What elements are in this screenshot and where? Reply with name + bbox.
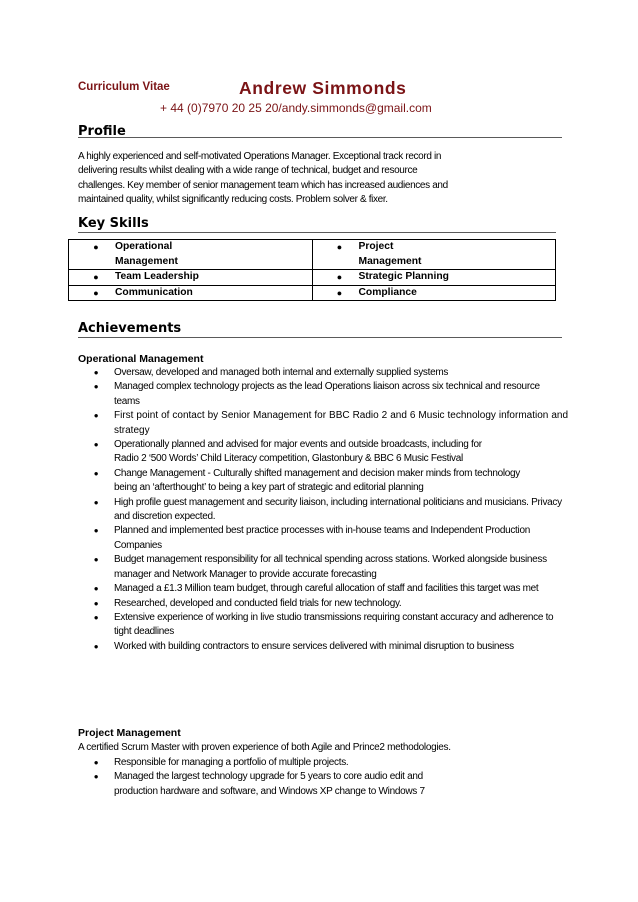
bullet-icon: ● <box>336 287 343 298</box>
list-item-text: Operationally planned and advised for major events and outside broadcasts, including for Radio 2 ‘500 Words’ Child Literacy competition, Glastonbury & BBC 6 Music Festival <box>114 439 482 465</box>
skill-cell <box>69 270 313 286</box>
bullet-icon: ● <box>93 440 99 450</box>
profile-line: maintained quality, whilst significantly reducing costs. Problem solver & fixer. <box>78 194 388 206</box>
skill-cell <box>69 285 313 301</box>
list-item <box>78 770 568 799</box>
bullet-icon: ● <box>93 772 99 782</box>
list-item-text: Planned and implemented best practice processes with in-house teams and Independent Production Companies <box>114 525 530 551</box>
list-item <box>78 611 568 640</box>
list-item <box>78 524 568 553</box>
list-item <box>78 380 568 409</box>
skill-label: Operational Management <box>115 241 178 267</box>
profile-line: A highly experienced and self-motivated Operations Manager. Exceptional track record in <box>78 151 442 162</box>
key-skills-rule <box>78 232 556 233</box>
list-item <box>78 438 568 467</box>
key-skills-table <box>68 239 556 301</box>
list-item-text: Managed a £1.3 Million team budget, through careful allocation of staff and facilities this target was met <box>114 583 539 595</box>
list-item <box>78 597 568 611</box>
bullet-icon: ● <box>93 411 99 421</box>
operational-management-list <box>78 366 568 654</box>
operational-management-heading: Operational Management <box>78 353 204 365</box>
bullet-icon: ● <box>93 526 99 536</box>
skill-label: Communication <box>115 286 193 298</box>
project-management-heading: Project Management <box>78 727 181 739</box>
list-item-text: High profile guest management and security liaison, including international politicians and musicians. Privacy and discretion expected. <box>114 496 562 523</box>
list-item <box>78 467 568 496</box>
cv-label: Curriculum Vitae <box>78 81 170 93</box>
bullet-icon: ● <box>93 468 99 478</box>
list-item-text: Managed complex technology projects as the lead Operations liaison across six technical and resource teams <box>114 381 540 407</box>
list-item <box>78 409 568 438</box>
profile-paragraph <box>78 150 568 208</box>
bullet-icon: ● <box>93 272 99 282</box>
skill-label: Team Leadership <box>115 271 199 282</box>
key-skills-heading: Key Skills <box>78 216 149 231</box>
list-item <box>78 366 568 380</box>
skills-row <box>69 240 556 270</box>
list-item-text: Managed the largest technology upgrade for 5 years to core audio edit and production hardware and software, and Windows XP change to Windows 7 <box>114 771 425 797</box>
bullet-icon: ● <box>93 382 99 392</box>
achievements-rule <box>78 337 562 338</box>
list-item-text: Change Management - Culturally shifted management and decision maker minds from technology being an ‘afterthought’ to being a key part of strategic and editorial planning <box>114 467 521 494</box>
list-item-text: Responsible for managing a portfolio of multiple projects. <box>114 757 349 768</box>
skills-row <box>69 285 556 301</box>
skill-cell <box>312 240 556 270</box>
profile-rule <box>78 137 562 138</box>
bullet-icon: ● <box>93 641 99 651</box>
list-item-text: Budget management responsibility for all technical spending across stations. Worked alongside business manager and Network Manager to provide accurate forecasting <box>114 554 547 580</box>
list-item-text: Oversaw, developed and managed both internal and externally supplied systems <box>114 367 449 378</box>
skill-label: Strategic Planning <box>358 271 449 282</box>
skills-row <box>69 270 556 286</box>
list-item <box>78 496 568 525</box>
bullet-icon: ● <box>93 584 99 594</box>
contact-details: + 44 (0)7970 20 25 20/andy.simmonds@gmail.com <box>160 101 432 115</box>
list-item-text: Researched, developed and conducted field trials for new technology. <box>114 597 402 609</box>
bullet-icon: ● <box>93 497 99 507</box>
list-item <box>78 582 568 596</box>
achievements-heading: Achievements <box>78 321 182 336</box>
list-item-text: Extensive experience of working in live studio transmissions requiring constant accuracy and adherence to tight deadlines <box>114 611 554 638</box>
bullet-icon: ● <box>93 368 99 377</box>
bullet-icon: ● <box>93 612 99 622</box>
profile-line: delivering results whilst dealing with a wide range of technical, budget and resource <box>78 165 418 177</box>
skill-cell <box>312 285 556 301</box>
project-management-list <box>78 756 568 799</box>
skill-label: Project Management <box>358 241 422 267</box>
bullet-icon: ● <box>93 555 99 565</box>
project-management-intro: A certified Scrum Master with proven experience of both Agile and Prince2 methodologies. <box>78 742 451 753</box>
list-item-text: Worked with building contractors to ensure services delivered with minimal disruption to business <box>114 640 514 652</box>
skill-cell <box>69 240 313 270</box>
bullet-icon: ● <box>93 287 99 298</box>
skill-label: Compliance <box>358 286 417 298</box>
list-item <box>78 553 568 582</box>
bullet-icon: ● <box>336 272 343 282</box>
profile-line: challenges. Key member of senior management team which has increased audiences and <box>78 179 448 191</box>
bullet-icon: ● <box>93 758 99 767</box>
bullet-icon: ● <box>336 242 343 252</box>
bullet-icon: ● <box>93 598 99 608</box>
list-item <box>78 640 568 654</box>
candidate-name: Andrew Simmonds <box>239 78 407 98</box>
bullet-icon: ● <box>93 242 99 252</box>
list-item <box>78 756 568 770</box>
skill-cell <box>312 270 556 286</box>
profile-heading: Profile <box>78 124 126 139</box>
list-item-text: First point of contact by Senior Management for BBC Radio 2 and 6 Music technology information and strategy <box>114 410 568 436</box>
